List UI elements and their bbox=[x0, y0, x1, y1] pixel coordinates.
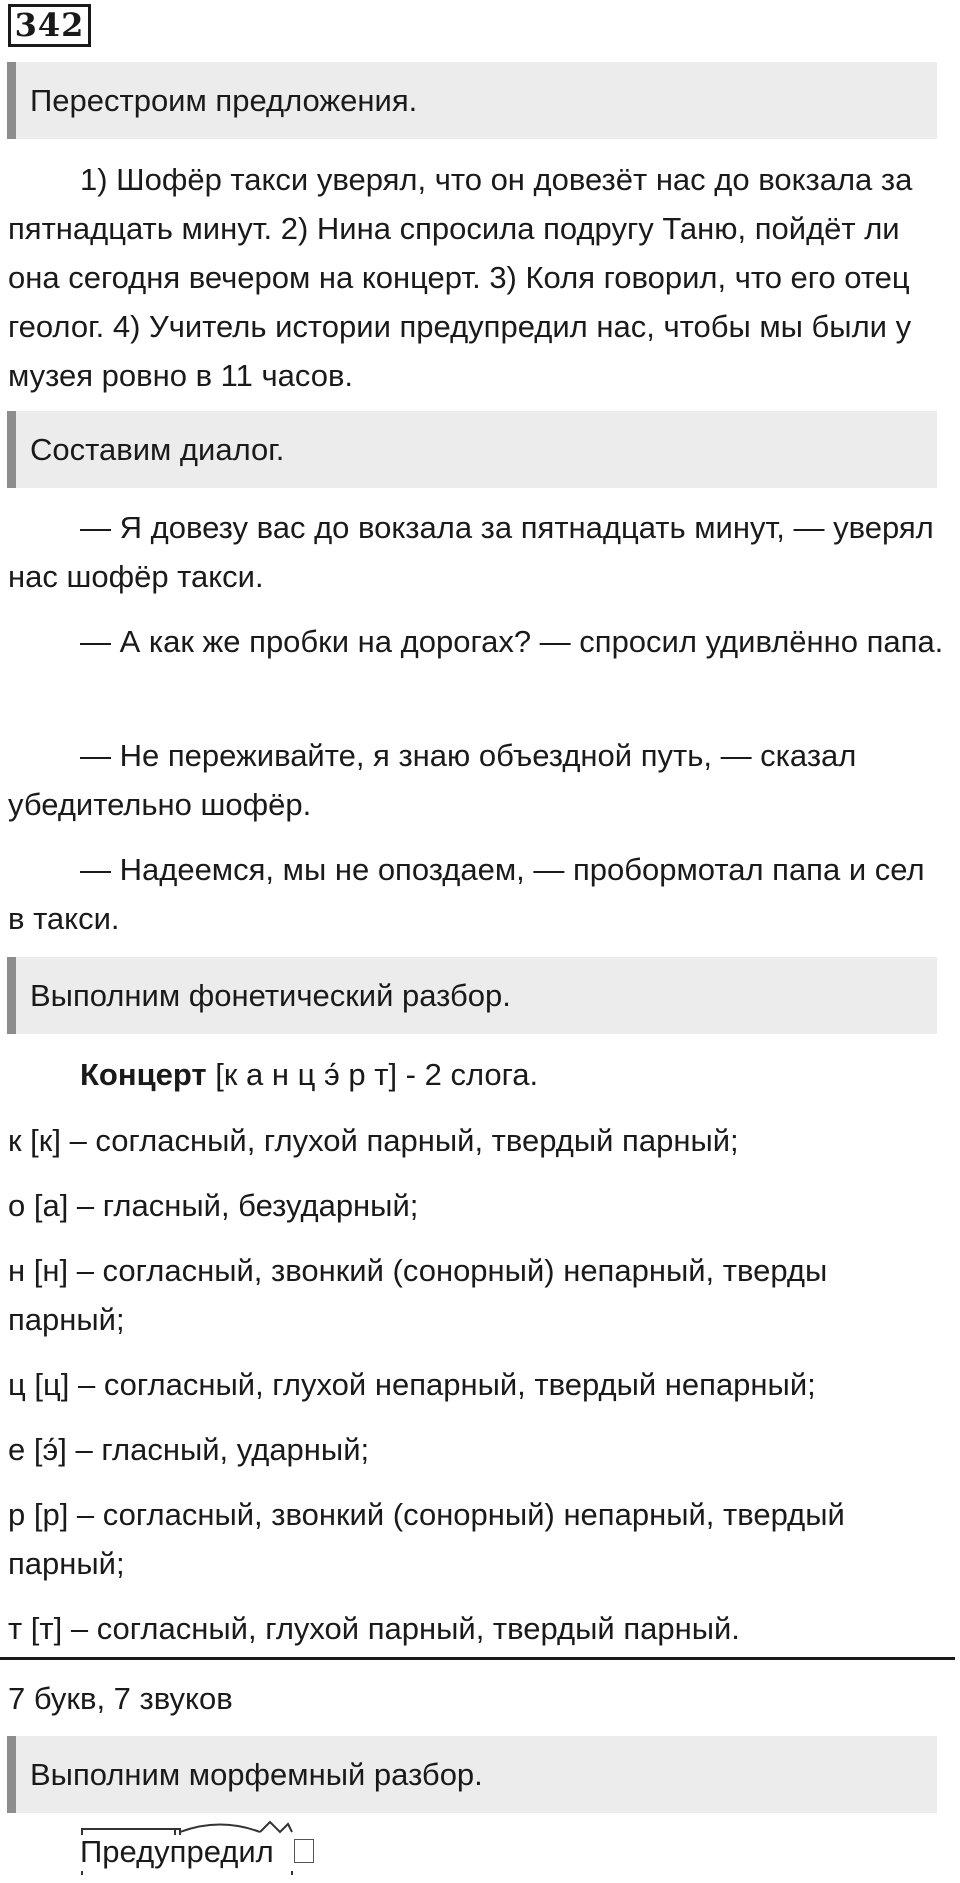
phonetic-word: Концерт bbox=[80, 1057, 207, 1092]
section-header-morpheme: Выполним морфемный разбор. bbox=[7, 1736, 937, 1813]
dialog-line-4: — Надеемся, мы не опоздаем, — пробормотал папа и сел в такси. bbox=[8, 852, 925, 936]
zero-ending-box bbox=[294, 1839, 314, 1863]
task-number: 342 bbox=[8, 4, 91, 47]
morpheme-analysis bbox=[80, 1805, 340, 1875]
dialog-line-1: — Я довезу вас до вокзала за пятнадцать минут, — уверял нас шофёр такси. bbox=[8, 510, 934, 594]
section-header-phonetic: Выполним фонетический разбор. bbox=[7, 957, 937, 1034]
phonetic-line-r: р [р] – согласный, звонкий (сонорный) непарный, твердый парный; bbox=[8, 1497, 845, 1581]
section-header-dialog: Составим диалог. bbox=[7, 411, 937, 488]
dialog-line-3: — Не переживайте, я знаю объездной путь, — сказал убедительно шофёр. bbox=[8, 738, 857, 822]
phonetic-line-k: к [к] – согласный, глухой парный, твердый парный; bbox=[8, 1123, 739, 1158]
phonetic-line-ts: ц [ц] – согласный, глухой непарный, твердый непарный; bbox=[8, 1367, 816, 1402]
section-header-rebuild: Перестроим предложения. bbox=[7, 62, 937, 139]
phonetic-line-t: т [т] – согласный, глухой парный, твердый парный. bbox=[8, 1611, 740, 1646]
phonetic-word-line bbox=[80, 1050, 940, 1099]
rebuild-paragraph: 1) Шофёр такси уверял, что он довезёт нас до вокзала за пятнадцать минут. 2) Нина спросила подругу Таню, пойдёт ли она сегодня вечером на концерт. 3) Коля говорил, что его отец геолог. 4) Учитель истории предупредил нас, чтобы мы были у музея ровно в 11 часов. bbox=[8, 162, 913, 393]
phonetic-line-n: н [н] – согласный, звонкий (сонорный) непарный, тверды парный; bbox=[8, 1253, 828, 1337]
phonetic-summary: 7 букв, 7 звуков bbox=[8, 1681, 233, 1716]
phonetic-line-o: о [а] – гласный, безударный; bbox=[8, 1188, 419, 1223]
phonetic-line-e: е [э́] – гласный, ударный; bbox=[8, 1432, 370, 1467]
dialog-line-2: — А как же пробки на дорогах? — спросил удивлённо папа. bbox=[80, 624, 944, 659]
phonetic-transcription: [к а н ц э́ р т] - 2 слога. bbox=[215, 1057, 539, 1092]
divider-line bbox=[0, 1657, 955, 1660]
morpheme-word: Предупредил bbox=[80, 1834, 274, 1869]
